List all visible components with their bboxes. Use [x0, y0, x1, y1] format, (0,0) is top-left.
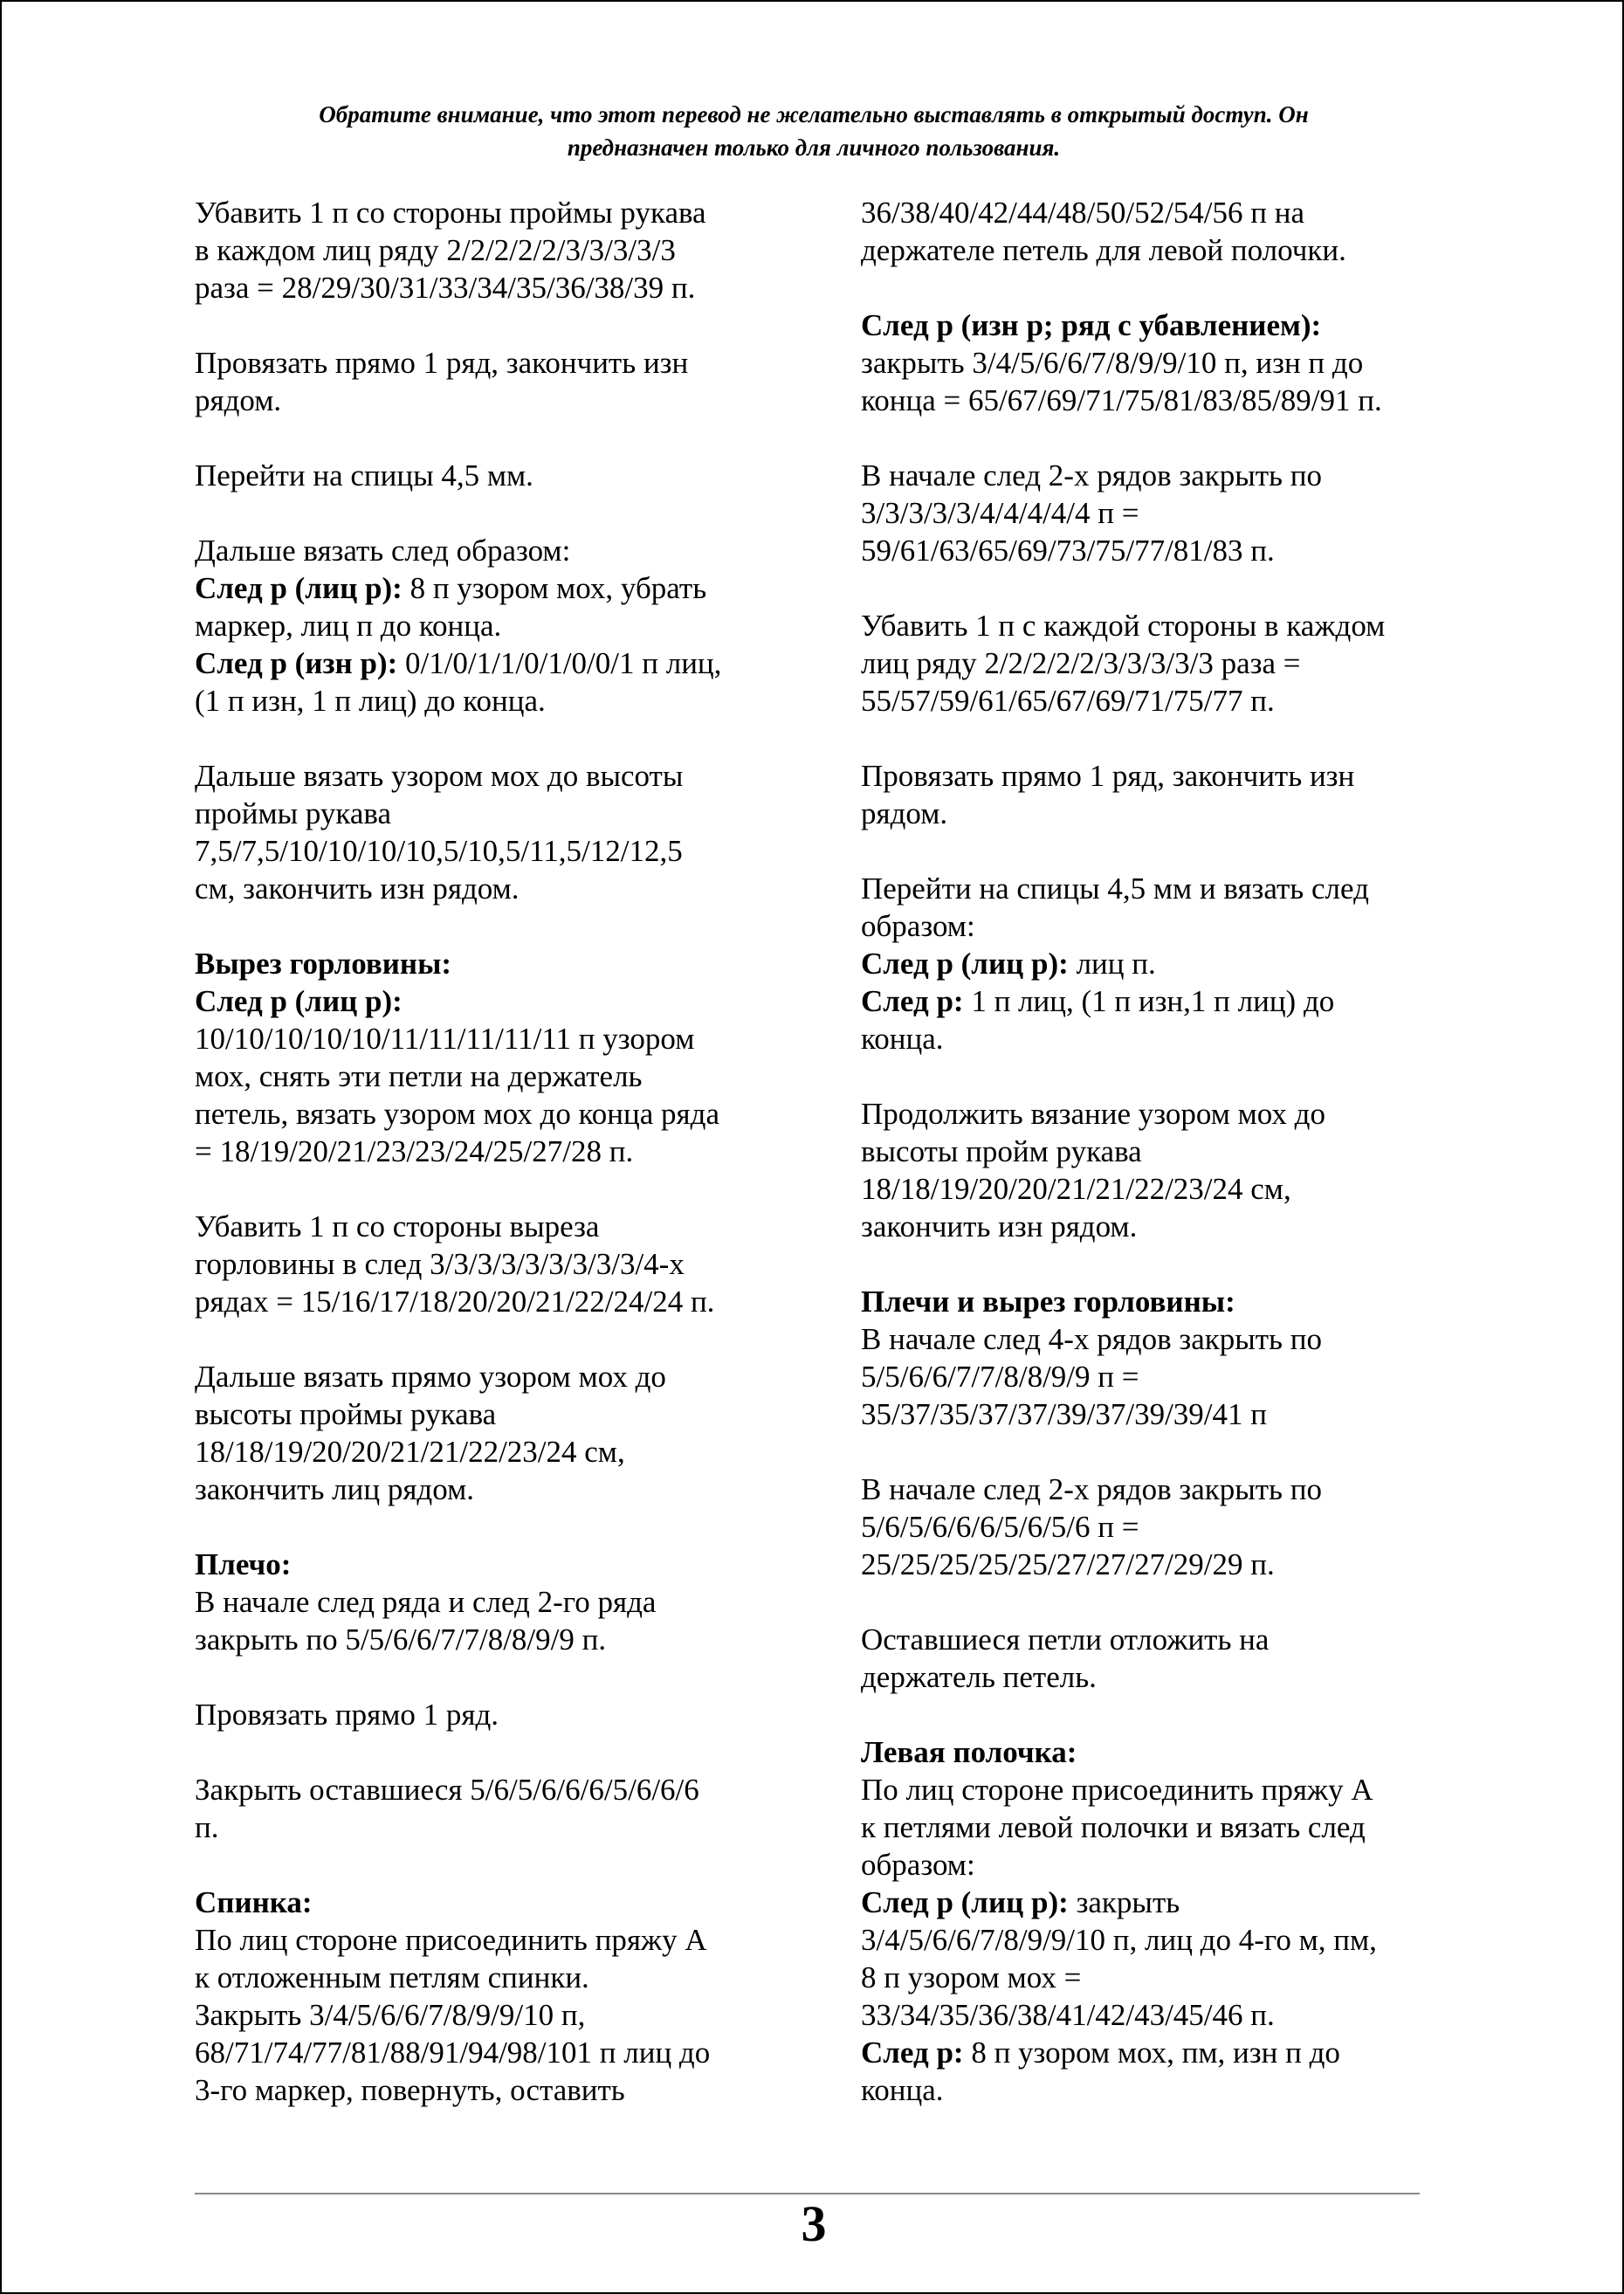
text-line: 5/5/6/6/7/7/8/8/9/9 п =	[861, 1360, 1139, 1394]
paragraph	[195, 1771, 781, 1846]
text-line: Дальше вязать прямо узором мох до	[195, 1360, 666, 1394]
section-heading: Плечи и вырез горловины:	[861, 1285, 1235, 1319]
text-line: п.	[195, 1810, 219, 1844]
text-line: Провязать прямо 1 ряд, закончить изн	[195, 346, 689, 380]
text-line: раза = 28/29/30/31/33/34/35/36/38/39 п.	[195, 271, 696, 305]
text-line: горловины в след 3/3/3/3/3/3/3/3/3/4-х	[195, 1247, 685, 1281]
row-text: закрыть	[1068, 1885, 1180, 1919]
text-line: конца = 65/67/69/71/75/81/83/85/89/91 п.	[861, 383, 1382, 417]
text-line: 25/25/25/25/25/27/27/27/29/29 п.	[861, 1547, 1275, 1581]
text-line: В начале след 4-х рядов закрыть по	[861, 1322, 1322, 1356]
text-line: По лиц стороне присоединить пряжу А	[861, 1773, 1373, 1807]
section-shoulder	[195, 1546, 781, 1658]
text-line	[195, 644, 781, 682]
text-line: проймы рукава	[195, 796, 392, 830]
row-label: След р (изн р):	[195, 646, 398, 680]
row-label: След р:	[861, 984, 964, 1018]
text-line: петель, вязать узором мох до конца ряда	[195, 1097, 719, 1131]
section-heading: Вырез горловины:	[195, 947, 452, 981]
paragraph	[195, 1358, 781, 1508]
paragraph	[195, 757, 781, 907]
text-line: 3/3/3/3/3/4/4/4/4/4 п =	[861, 496, 1139, 530]
text-line: рядах = 15/16/17/18/20/20/21/22/24/24 п.	[195, 1285, 715, 1319]
text-line: (1 п изн, 1 п лиц) до конца.	[195, 684, 546, 718]
text-line: 10/10/10/10/10/11/11/11/11/11 п узором	[195, 1022, 695, 1056]
text-line: держатель петель.	[861, 1660, 1097, 1694]
text-line	[861, 1884, 1437, 1921]
text-line: маркер, лиц п до конца.	[195, 609, 502, 643]
text-line: Дальше вязать узором мох до высоты	[195, 759, 684, 793]
left-column	[195, 194, 781, 2146]
text-line: 68/71/74/77/81/88/91/94/98/101 п лиц до	[195, 2036, 711, 2070]
text-line: 35/37/35/37/37/39/37/39/39/41 п	[861, 1397, 1267, 1431]
text-line: лиц ряду 2/2/2/2/2/3/3/3/3/3 раза =	[861, 646, 1301, 680]
text-line: высоты проймы рукава	[195, 1397, 497, 1431]
text-line: 33/34/35/36/38/41/42/43/45/46 п.	[861, 1998, 1275, 2032]
row-label: След р (лиц р):	[195, 984, 403, 1018]
text-line: В начале след 2-х рядов закрыть по	[861, 1472, 1322, 1506]
paragraph	[861, 1095, 1437, 1245]
section-left-front	[861, 1733, 1437, 2109]
text-line	[861, 945, 1437, 982]
text-line: закончить изн рядом.	[861, 1209, 1138, 1243]
paragraph	[861, 1471, 1437, 1583]
paragraph	[861, 870, 1437, 1057]
text-line: 3/4/5/6/6/7/8/9/9/10 п, лиц до 4-го м, пм,	[861, 1923, 1377, 1957]
notice-line: Обратите внимание, что этот перевод не желательно выставлять в открытый доступ. Он	[319, 101, 1309, 127]
row-label: След р (лиц р):	[195, 571, 403, 605]
text-line: рядом.	[861, 796, 948, 830]
text-line: Дальше вязать след образом:	[195, 534, 571, 568]
text-line: 8 п узором мох =	[861, 1960, 1082, 1994]
row-text: 0/1/0/1/1/0/1/0/0/1 п лиц,	[397, 646, 722, 680]
text-line: Перейти на спицы 4,5 мм.	[195, 458, 533, 493]
text-line: см, закончить изн рядом.	[195, 871, 520, 906]
text-line: Перейти на спицы 4,5 мм и вязать след	[861, 871, 1369, 906]
text-line: рядом.	[195, 383, 282, 417]
text-line: Продолжить вязание узором мох до	[861, 1097, 1325, 1131]
text-line: Провязать прямо 1 ряд, закончить изн	[861, 759, 1355, 793]
text-line: Закрыть 3/4/5/6/6/7/8/9/9/10 п,	[195, 1998, 586, 2032]
row-label: След р (изн р; ряд с убавлением):	[861, 308, 1322, 342]
text-line: высоты пройм рукава	[861, 1134, 1142, 1168]
text-line: закрыть 3/4/5/6/6/7/8/9/9/10 п, изн п до	[861, 346, 1364, 380]
paragraph	[861, 1621, 1437, 1696]
text-line: 55/57/59/61/65/67/69/71/75/77 п.	[861, 684, 1275, 718]
text-line: образом:	[861, 1848, 975, 1882]
text-line: конца.	[861, 2073, 944, 2107]
text-line: 7,5/7,5/10/10/10/10,5/10,5/11,5/12/12,5	[195, 834, 683, 868]
text-line: 18/18/19/20/20/21/21/22/23/24 см,	[861, 1172, 1291, 1206]
paragraph	[195, 194, 781, 307]
text-line: 18/18/19/20/20/21/21/22/23/24 см,	[195, 1435, 625, 1469]
text-line: закрыть по 5/5/6/6/7/7/8/8/9/9 п.	[195, 1622, 607, 1657]
text-line: мох, снять эти петли на держатель	[195, 1059, 643, 1093]
paragraph	[195, 457, 781, 494]
text-line: Провязать прямо 1 ряд.	[195, 1698, 499, 1732]
section-heading: Левая полочка:	[861, 1735, 1077, 1769]
right-column	[861, 194, 1437, 2146]
row-label: След р (лиц р):	[861, 1885, 1069, 1919]
paragraph	[195, 532, 781, 720]
row-text: 1 п лиц, (1 п изн,1 п лиц) до	[963, 984, 1335, 1018]
footer-divider	[195, 2193, 1420, 2194]
text-line: Убавить 1 п со стороны проймы рукава	[195, 196, 706, 230]
text-line: 36/38/40/42/44/48/50/52/54/56 п на	[861, 196, 1305, 230]
text-line: 5/6/5/6/6/6/5/6/5/6 п =	[861, 1510, 1139, 1544]
paragraph	[861, 457, 1437, 569]
paragraph	[861, 607, 1437, 720]
paragraph	[195, 344, 781, 419]
paragraph	[861, 757, 1437, 832]
text-line: По лиц стороне присоединить пряжу А	[195, 1923, 707, 1957]
text-line: в каждом лиц ряду 2/2/2/2/2/3/3/3/3/3	[195, 233, 676, 267]
paragraph	[861, 307, 1437, 419]
section-back	[195, 1884, 781, 2109]
row-text: 8 п узором мох, пм, изн п до	[963, 2036, 1340, 2070]
notice-line: предназначен только для личного пользования.	[567, 134, 1061, 161]
text-line: Закрыть оставшиеся 5/6/5/6/6/6/5/6/6/6	[195, 1773, 699, 1807]
text-line: конца.	[861, 1022, 944, 1056]
text-line: 59/61/63/65/69/73/75/77/81/83 п.	[861, 534, 1275, 568]
row-label: След р (лиц р):	[861, 947, 1069, 981]
page-number: 3	[801, 2195, 827, 2252]
text-line: = 18/19/20/21/23/23/24/25/27/28 п.	[195, 1134, 634, 1168]
text-line: В начале след 2-х рядов закрыть по	[861, 458, 1322, 493]
text-line: образом:	[861, 909, 975, 943]
row-text: лиц п.	[1068, 947, 1156, 981]
text-line: закончить лиц рядом.	[195, 1472, 474, 1506]
text-line: 3-го маркер, повернуть, оставить	[195, 2073, 625, 2107]
privacy-notice	[159, 98, 1469, 164]
text-line: к отложенным петлям спинки.	[195, 1960, 589, 1994]
text-line: В начале след ряда и след 2-го ряда	[195, 1585, 657, 1619]
text-line: Убавить 1 п с каждой стороны в каждом	[861, 609, 1386, 643]
paragraph	[861, 194, 1437, 269]
section-heading: Плечо:	[195, 1547, 292, 1581]
text-line: держателе петель для левой полочки.	[861, 233, 1346, 267]
text-line: Убавить 1 п со стороны выреза	[195, 1209, 600, 1243]
section-shoulders-neckline	[861, 1283, 1437, 1433]
paragraph	[195, 1208, 781, 1320]
text-line: к петлями левой полочки и вязать след	[861, 1810, 1366, 1844]
text-line	[861, 982, 1437, 1020]
text-line: Оставшиеся петли отложить на	[861, 1622, 1270, 1657]
paragraph	[195, 1696, 781, 1733]
text-line	[195, 569, 781, 607]
section-neckline	[195, 945, 781, 1170]
section-heading: Спинка:	[195, 1885, 313, 1919]
row-text: 8 п узором мох, убрать	[402, 571, 707, 605]
text-line	[861, 2034, 1437, 2071]
row-label: След р:	[861, 2036, 964, 2070]
